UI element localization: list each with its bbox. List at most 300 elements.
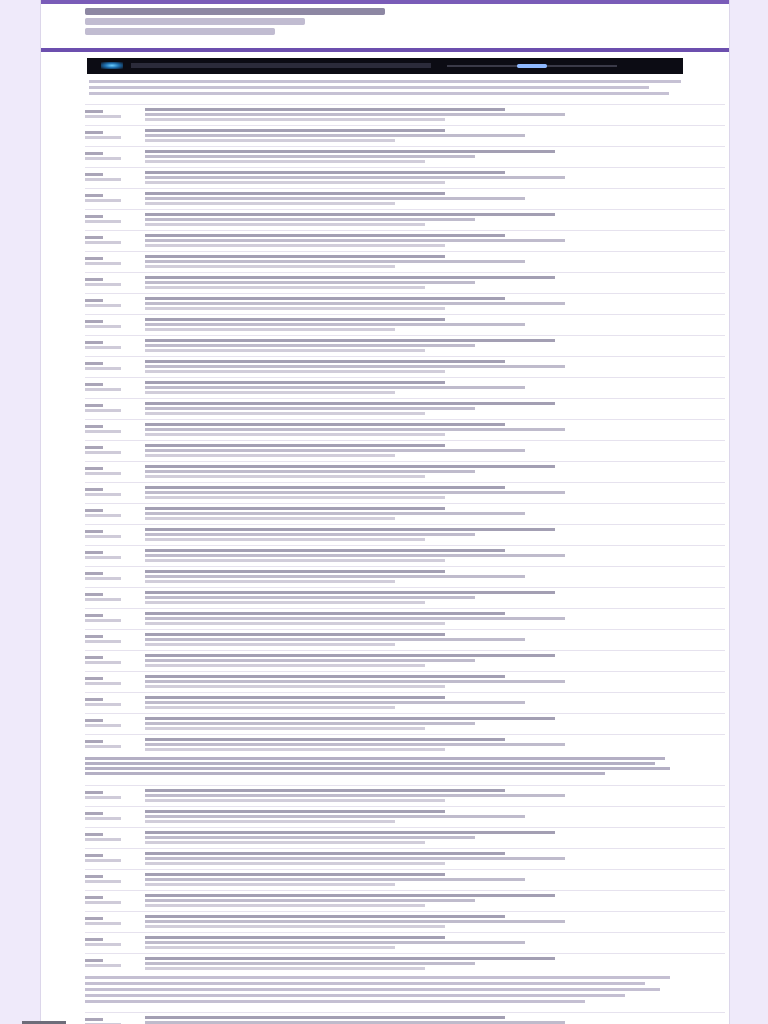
entry-row[interactable] bbox=[85, 314, 725, 335]
entry-date bbox=[85, 833, 103, 836]
entry-row[interactable] bbox=[85, 146, 725, 167]
entry-meta bbox=[85, 488, 121, 498]
entry-title-link[interactable] bbox=[145, 570, 445, 573]
entry-title-link[interactable] bbox=[145, 465, 555, 468]
entry-title-link[interactable] bbox=[145, 675, 505, 678]
entry-title-link[interactable] bbox=[145, 696, 445, 699]
footer-note-line bbox=[85, 1000, 585, 1003]
entry-list bbox=[41, 104, 729, 1024]
entry-body bbox=[145, 423, 715, 439]
entry-text-line bbox=[145, 223, 425, 226]
entry-date bbox=[85, 404, 103, 407]
entry-text-line bbox=[145, 370, 445, 373]
entry-title-link[interactable] bbox=[145, 936, 445, 939]
entry-meta bbox=[85, 215, 121, 225]
entry-meta bbox=[85, 383, 121, 393]
entry-time bbox=[85, 220, 121, 223]
entry-text-line bbox=[145, 841, 425, 844]
entry-date bbox=[85, 656, 103, 659]
entry-meta bbox=[85, 152, 121, 162]
entry-time bbox=[85, 922, 121, 925]
entry-body bbox=[145, 675, 715, 691]
entry-meta bbox=[85, 425, 121, 435]
entry-text-line bbox=[145, 302, 565, 305]
entry-row[interactable] bbox=[85, 713, 725, 734]
entry-text-line bbox=[145, 794, 565, 797]
entry-time bbox=[85, 745, 121, 748]
entry-date bbox=[85, 488, 103, 491]
entry-text-line bbox=[145, 799, 445, 802]
entry-date bbox=[85, 236, 103, 239]
entry-title-link[interactable] bbox=[145, 297, 505, 300]
entry-body bbox=[145, 831, 715, 847]
entry-text-line bbox=[145, 743, 565, 746]
entry-body bbox=[145, 717, 715, 733]
entry-title-link[interactable] bbox=[145, 717, 555, 720]
entry-body bbox=[145, 696, 715, 712]
entry-row[interactable] bbox=[85, 104, 725, 125]
entry-group-middle bbox=[41, 785, 729, 974]
entry-row[interactable] bbox=[85, 785, 725, 806]
entry-row[interactable] bbox=[85, 125, 725, 146]
entry-date bbox=[85, 698, 103, 701]
intro-line bbox=[89, 86, 649, 89]
entry-text-line bbox=[145, 202, 395, 205]
entry-title-link[interactable] bbox=[145, 276, 555, 279]
entry-date bbox=[85, 425, 103, 428]
entry-row[interactable] bbox=[85, 932, 725, 953]
entry-meta bbox=[85, 257, 121, 267]
entry-title-link[interactable] bbox=[145, 171, 505, 174]
entry-body bbox=[145, 612, 715, 628]
entry-date bbox=[85, 614, 103, 617]
entry-text-line bbox=[145, 596, 475, 599]
entry-body bbox=[145, 129, 715, 145]
entry-text-line bbox=[145, 365, 565, 368]
entry-title-link[interactable] bbox=[145, 915, 505, 918]
entry-time bbox=[85, 598, 121, 601]
entry-date bbox=[85, 131, 103, 134]
entry-body bbox=[145, 486, 715, 502]
entry-title-link[interactable] bbox=[145, 633, 445, 636]
entry-title-link[interactable] bbox=[145, 339, 555, 342]
entry-meta bbox=[85, 875, 121, 885]
entry-text-line bbox=[145, 559, 445, 562]
entry-body bbox=[145, 192, 715, 208]
entry-title-link[interactable] bbox=[145, 234, 505, 237]
entry-title-link[interactable] bbox=[145, 957, 555, 960]
entry-text-line bbox=[145, 925, 445, 928]
entry-meta bbox=[85, 1018, 121, 1024]
entry-text-line bbox=[145, 449, 525, 452]
entry-title-link[interactable] bbox=[145, 528, 555, 531]
entry-date bbox=[85, 959, 103, 962]
entry-meta bbox=[85, 173, 121, 183]
entry-text-line bbox=[145, 281, 475, 284]
entry-body bbox=[145, 402, 715, 418]
entry-text-line bbox=[145, 920, 565, 923]
entry-body bbox=[145, 339, 715, 355]
entry-date bbox=[85, 509, 103, 512]
entry-date bbox=[85, 362, 103, 365]
entry-row[interactable] bbox=[85, 503, 725, 524]
entry-text-line bbox=[145, 412, 425, 415]
entry-text-line bbox=[145, 496, 445, 499]
entry-row[interactable] bbox=[85, 377, 725, 398]
entry-title-link[interactable] bbox=[145, 381, 445, 384]
entry-date bbox=[85, 173, 103, 176]
footer-note-line bbox=[85, 982, 645, 985]
entry-row[interactable] bbox=[85, 251, 725, 272]
entry-text-line bbox=[145, 962, 475, 965]
header-subtitle-line bbox=[85, 18, 305, 25]
entry-meta bbox=[85, 812, 121, 822]
entry-title-link[interactable] bbox=[145, 423, 505, 426]
entry-text-line bbox=[145, 433, 445, 436]
entry-text-line bbox=[145, 197, 525, 200]
entry-title-link[interactable] bbox=[145, 612, 505, 615]
entry-body bbox=[145, 297, 715, 313]
entry-body bbox=[145, 360, 715, 376]
entry-text-line bbox=[145, 664, 425, 667]
entry-text-line bbox=[145, 878, 525, 881]
entry-meta bbox=[85, 635, 121, 645]
entry-body bbox=[145, 915, 715, 931]
entry-text-line bbox=[145, 601, 425, 604]
entry-date bbox=[85, 875, 103, 878]
entry-row[interactable] bbox=[85, 890, 725, 911]
entry-body bbox=[145, 1016, 715, 1024]
entry-title-link[interactable] bbox=[145, 444, 445, 447]
entry-time bbox=[85, 619, 121, 622]
entry-text-line bbox=[145, 857, 565, 860]
entry-row[interactable] bbox=[85, 650, 725, 671]
dense-note-line bbox=[85, 772, 605, 775]
entry-title-link[interactable] bbox=[145, 810, 445, 813]
entry-row[interactable] bbox=[85, 692, 725, 713]
entry-row[interactable] bbox=[85, 827, 725, 848]
entry-date bbox=[85, 278, 103, 281]
entry-body bbox=[145, 591, 715, 607]
entry-time bbox=[85, 838, 121, 841]
entry-row[interactable] bbox=[85, 524, 725, 545]
entry-meta bbox=[85, 362, 121, 372]
entry-text-line bbox=[145, 391, 395, 394]
entry-text-line bbox=[145, 349, 425, 352]
entry-title-link[interactable] bbox=[145, 873, 445, 876]
entry-text-line bbox=[145, 134, 525, 137]
entry-body bbox=[145, 171, 715, 187]
entry-row[interactable] bbox=[85, 1012, 725, 1024]
entry-title-link[interactable] bbox=[145, 213, 555, 216]
entry-time bbox=[85, 367, 121, 370]
entry-time bbox=[85, 241, 121, 244]
entry-date bbox=[85, 896, 103, 899]
entry-row[interactable] bbox=[85, 587, 725, 608]
entry-text-line bbox=[145, 533, 475, 536]
entry-row[interactable] bbox=[85, 167, 725, 188]
entry-title-link[interactable] bbox=[145, 108, 505, 111]
entry-body bbox=[145, 381, 715, 397]
entry-title-link[interactable] bbox=[145, 318, 445, 321]
entry-meta bbox=[85, 278, 121, 288]
entry-date bbox=[85, 383, 103, 386]
entry-time bbox=[85, 493, 121, 496]
entry-text-line bbox=[145, 181, 445, 184]
nav-bar bbox=[41, 48, 729, 52]
entry-text-line bbox=[145, 260, 525, 263]
entry-time bbox=[85, 880, 121, 883]
entry-body bbox=[145, 528, 715, 544]
entry-text-line bbox=[145, 685, 445, 688]
entry-text-line bbox=[145, 622, 445, 625]
entry-text-line bbox=[145, 946, 395, 949]
entry-text-line bbox=[145, 344, 475, 347]
entry-title-link[interactable] bbox=[145, 129, 445, 132]
entry-date bbox=[85, 593, 103, 596]
header-subtitle-line bbox=[85, 28, 275, 35]
entry-date bbox=[85, 791, 103, 794]
entry-title-link[interactable] bbox=[145, 486, 505, 489]
entry-text-line bbox=[145, 428, 565, 431]
entry-date bbox=[85, 719, 103, 722]
entry-time bbox=[85, 964, 121, 967]
entry-meta bbox=[85, 719, 121, 729]
entry-row[interactable] bbox=[85, 398, 725, 419]
entry-time bbox=[85, 388, 121, 391]
entry-body bbox=[145, 633, 715, 649]
entry-text-line bbox=[145, 218, 475, 221]
entry-row[interactable] bbox=[85, 545, 725, 566]
entry-date bbox=[85, 320, 103, 323]
entry-text-line bbox=[145, 239, 565, 242]
entry-date bbox=[85, 677, 103, 680]
entry-time bbox=[85, 514, 121, 517]
banner-caption bbox=[131, 63, 431, 68]
entry-title-link[interactable] bbox=[145, 831, 555, 834]
entry-time bbox=[85, 640, 121, 643]
entry-row[interactable] bbox=[85, 335, 725, 356]
entry-row[interactable] bbox=[85, 848, 725, 869]
entry-row[interactable] bbox=[85, 671, 725, 692]
entry-date bbox=[85, 446, 103, 449]
entry-row[interactable] bbox=[85, 911, 725, 932]
entry-text-line bbox=[145, 454, 395, 457]
entry-row[interactable] bbox=[85, 209, 725, 230]
entry-title-link[interactable] bbox=[145, 150, 555, 153]
entry-date bbox=[85, 572, 103, 575]
entry-row[interactable] bbox=[85, 566, 725, 587]
banner-image[interactable] bbox=[87, 58, 683, 74]
entry-time bbox=[85, 901, 121, 904]
entry-row[interactable] bbox=[85, 440, 725, 461]
entry-body bbox=[145, 444, 715, 460]
entry-meta bbox=[85, 131, 121, 141]
entry-text-line bbox=[145, 155, 475, 158]
entry-title-link[interactable] bbox=[145, 654, 555, 657]
entry-meta bbox=[85, 917, 121, 927]
entry-row[interactable] bbox=[85, 629, 725, 650]
footer-note-line bbox=[85, 976, 670, 979]
entry-date bbox=[85, 530, 103, 533]
entry-group-top bbox=[41, 104, 729, 755]
entry-date bbox=[85, 194, 103, 197]
dense-note-line bbox=[85, 757, 665, 760]
entry-date bbox=[85, 257, 103, 260]
entry-text-line bbox=[145, 554, 565, 557]
entry-text-line bbox=[145, 307, 445, 310]
entry-text-line bbox=[145, 862, 445, 865]
entry-text-line bbox=[145, 386, 525, 389]
entry-text-line bbox=[145, 475, 425, 478]
entry-row[interactable] bbox=[85, 272, 725, 293]
entry-title-link[interactable] bbox=[145, 789, 505, 792]
entry-body bbox=[145, 810, 715, 826]
entry-time bbox=[85, 430, 121, 433]
entry-title-link[interactable] bbox=[145, 738, 505, 741]
entry-text-line bbox=[145, 517, 395, 520]
entry-meta bbox=[85, 110, 121, 120]
entry-row[interactable] bbox=[85, 734, 725, 755]
entry-text-line bbox=[145, 139, 395, 142]
entry-row[interactable] bbox=[85, 608, 725, 629]
entry-text-line bbox=[145, 160, 425, 163]
entry-meta bbox=[85, 698, 121, 708]
entry-text-line bbox=[145, 491, 565, 494]
entry-title-link[interactable] bbox=[145, 894, 555, 897]
entry-time bbox=[85, 577, 121, 580]
entry-meta bbox=[85, 656, 121, 666]
entry-title-link[interactable] bbox=[145, 591, 555, 594]
entry-meta bbox=[85, 404, 121, 414]
entry-row[interactable] bbox=[85, 356, 725, 377]
entry-meta bbox=[85, 938, 121, 948]
entry-title-link[interactable] bbox=[145, 360, 505, 363]
entry-meta bbox=[85, 509, 121, 519]
entry-time bbox=[85, 724, 121, 727]
entry-text-line bbox=[145, 722, 475, 725]
site-title[interactable] bbox=[85, 8, 385, 15]
entry-row[interactable] bbox=[85, 230, 725, 251]
entry-text-line bbox=[145, 512, 525, 515]
entry-time bbox=[85, 817, 121, 820]
entry-row[interactable] bbox=[85, 953, 725, 974]
entry-time bbox=[85, 409, 121, 412]
site-header bbox=[41, 4, 729, 46]
entry-time bbox=[85, 178, 121, 181]
entry-meta bbox=[85, 614, 121, 624]
entry-text-line bbox=[145, 176, 565, 179]
banner-slider-handle[interactable] bbox=[517, 64, 547, 68]
entry-time bbox=[85, 325, 121, 328]
entry-meta bbox=[85, 341, 121, 351]
entry-body bbox=[145, 654, 715, 670]
entry-row[interactable] bbox=[85, 461, 725, 482]
entry-text-line bbox=[145, 727, 425, 730]
entry-date bbox=[85, 854, 103, 857]
entry-text-line bbox=[145, 617, 565, 620]
entry-title-link[interactable] bbox=[145, 192, 445, 195]
entry-time bbox=[85, 472, 121, 475]
entry-time bbox=[85, 262, 121, 265]
entry-text-line bbox=[145, 643, 395, 646]
entry-date bbox=[85, 110, 103, 113]
banner-slider[interactable] bbox=[447, 65, 617, 67]
entry-time bbox=[85, 703, 121, 706]
entry-time bbox=[85, 136, 121, 139]
entry-body bbox=[145, 234, 715, 250]
entry-date bbox=[85, 551, 103, 554]
entry-body bbox=[145, 318, 715, 334]
entry-title-link[interactable] bbox=[145, 507, 445, 510]
entry-time bbox=[85, 535, 121, 538]
entry-body bbox=[145, 789, 715, 805]
entry-text-line bbox=[145, 706, 395, 709]
entry-title-link[interactable] bbox=[145, 255, 445, 258]
entry-text-line bbox=[145, 899, 475, 902]
entry-text-line bbox=[145, 113, 565, 116]
entry-time bbox=[85, 199, 121, 202]
entry-date bbox=[85, 740, 103, 743]
entry-meta bbox=[85, 854, 121, 864]
entry-time bbox=[85, 283, 121, 286]
entry-time bbox=[85, 682, 121, 685]
entry-body bbox=[145, 738, 715, 754]
entry-title-link[interactable] bbox=[145, 402, 555, 405]
entry-date bbox=[85, 467, 103, 470]
entry-row[interactable] bbox=[85, 869, 725, 890]
entry-title-link[interactable] bbox=[145, 1016, 505, 1019]
entry-date bbox=[85, 812, 103, 815]
entry-row[interactable] bbox=[85, 482, 725, 503]
intro-line bbox=[89, 80, 681, 83]
entry-text-line bbox=[145, 701, 525, 704]
entry-meta bbox=[85, 896, 121, 906]
entry-row[interactable] bbox=[85, 419, 725, 440]
entry-meta bbox=[85, 446, 121, 456]
dense-note-line bbox=[85, 767, 670, 770]
entry-meta bbox=[85, 740, 121, 750]
entry-time bbox=[85, 115, 121, 118]
entry-text-line bbox=[145, 815, 525, 818]
entry-text-line bbox=[145, 118, 445, 121]
entry-meta bbox=[85, 959, 121, 969]
entry-date bbox=[85, 215, 103, 218]
entry-body bbox=[145, 873, 715, 889]
entry-text-line bbox=[145, 659, 475, 662]
entry-text-line bbox=[145, 967, 425, 970]
entry-row[interactable] bbox=[85, 806, 725, 827]
entry-date bbox=[85, 152, 103, 155]
entry-text-line bbox=[145, 575, 525, 578]
entry-title-link[interactable] bbox=[145, 549, 505, 552]
entry-body bbox=[145, 936, 715, 952]
entry-body bbox=[145, 570, 715, 586]
entry-title-link[interactable] bbox=[145, 852, 505, 855]
entry-text-line bbox=[145, 265, 395, 268]
entry-row[interactable] bbox=[85, 188, 725, 209]
entry-meta bbox=[85, 467, 121, 477]
dense-note-line bbox=[85, 762, 655, 765]
entry-date bbox=[85, 635, 103, 638]
intro-text bbox=[89, 80, 681, 102]
entry-text-line bbox=[145, 407, 475, 410]
entry-body bbox=[145, 108, 715, 124]
entry-row[interactable] bbox=[85, 293, 725, 314]
entry-time bbox=[85, 346, 121, 349]
entry-text-line bbox=[145, 638, 525, 641]
entry-time bbox=[85, 943, 121, 946]
